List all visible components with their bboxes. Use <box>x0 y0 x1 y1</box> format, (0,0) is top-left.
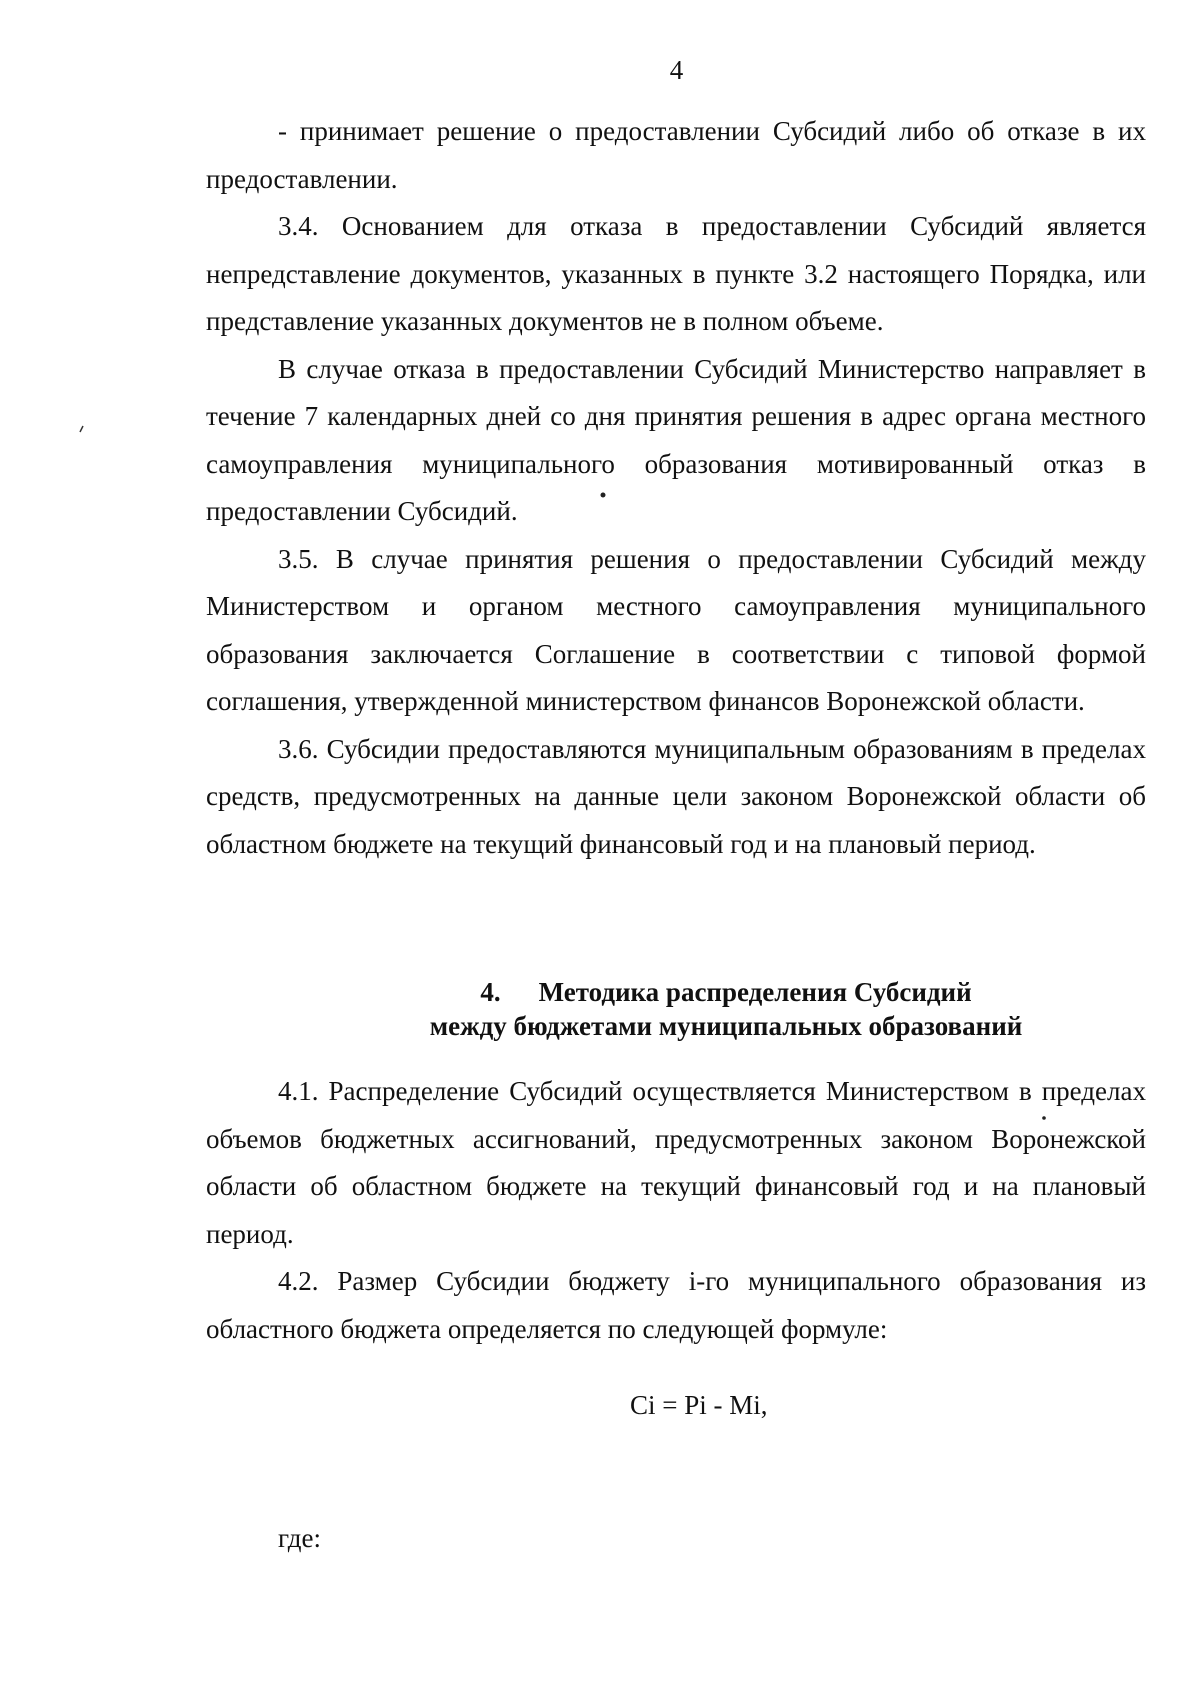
paragraph-refusal: В случае отказа в предоставлении Субсидий Министерство направляет в течение 7 календарных дней со дня принятия решения в адрес органа местного самоуправления муниципального образования мотивированный отказ в предоставлении Субсидий. <box>206 353 1146 526</box>
section-heading-line1 <box>306 975 1146 1009</box>
paragraph-3-5: 3.5. В случае принятия решения о предоставлении Субсидий между Министерством и органом местного самоуправления муниципального образования заключается Соглашение в соответствии с типовой формой соглашения, утвержденной министерством финансов Воронежской области. <box>206 543 1146 716</box>
body-text-bottom <box>206 1068 1146 1353</box>
section-title-line1: Методика распределения Субсидий <box>538 977 972 1007</box>
paragraph-decision: - принимает решение о предоставлении Субсидий либо об отказе в их предоставлении. <box>206 116 1146 194</box>
page-number: 4 <box>669 55 684 85</box>
section-title-line2: между бюджетами муниципальных образований <box>429 1011 1023 1041</box>
formula: Ci = Pi - Mi, <box>630 1390 768 1420</box>
body-text-top <box>206 108 1146 868</box>
paragraph-3-4: 3.4. Основанием для отказа в предоставлении Субсидий является непредставление документов, указанных в пункте 3.2 настоящего Порядка, или представление указанных документов не в полном объеме. <box>206 211 1146 336</box>
paragraph-4-2: 4.2. Размер Субсидии бюджету i-го муниципального образования из областного бюджета определяется по следующей формуле: <box>206 1266 1146 1344</box>
paragraph-3-6: 3.6. Субсидии предоставляются муниципальным образованиям в пределах средств, предусмотренных на данные цели законом Воронежской области об областном бюджете на текущий финансовый год и на плановый период. <box>206 733 1146 859</box>
section-number: 4. <box>480 977 501 1007</box>
paragraph-4-1: 4.1. Распределение Субсидий осуществляется Министерством в пределах объемов бюджетных ассигнований, предусмотренных законом Воронежской области об областном бюджете на текущий финансовый год и на плановый период. <box>206 1076 1146 1249</box>
where-label: где: <box>278 1523 321 1553</box>
section-heading <box>206 975 1146 1043</box>
scan-speck <box>80 426 83 432</box>
